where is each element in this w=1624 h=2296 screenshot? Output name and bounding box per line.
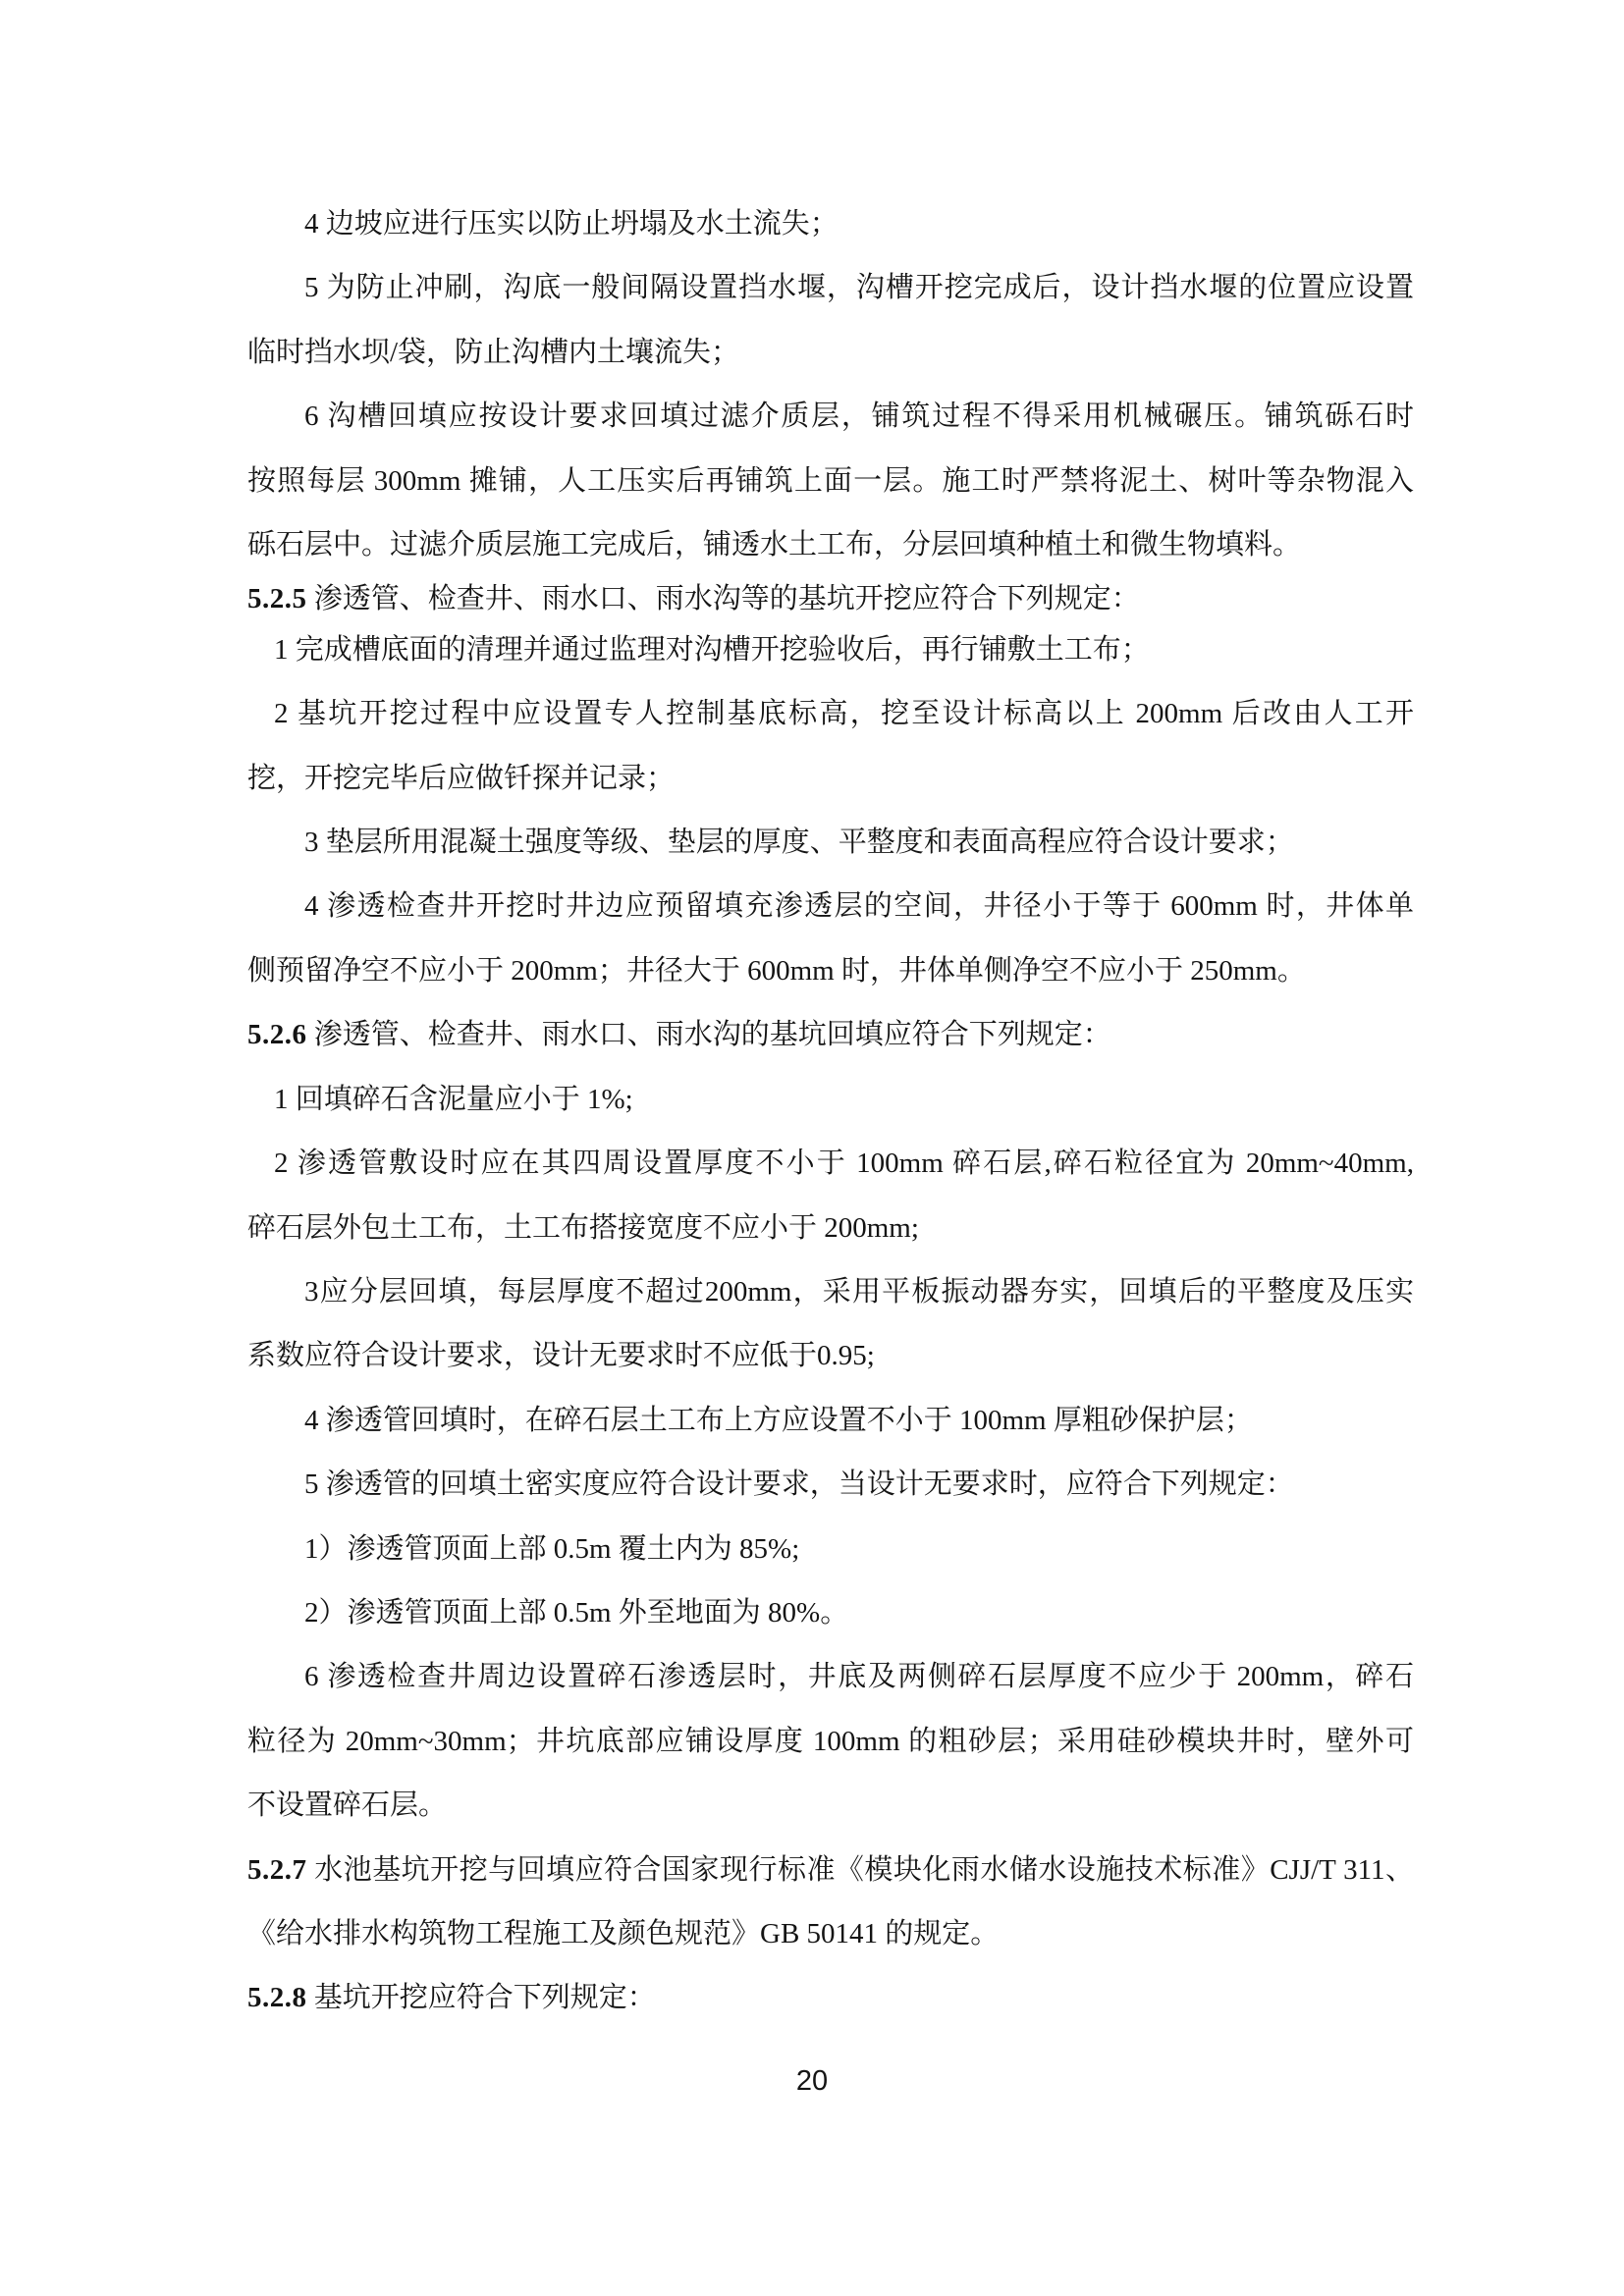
- section-number: 5.2.7: [247, 1853, 307, 1886]
- section-heading-text: 渗透管、检查井、雨水口、雨水沟等的基坑开挖应符合下列规定：: [306, 583, 1140, 615]
- body-text-line: 按照每层 300mm 摊铺，人工压实后再铺筑上面一层。施工时严禁将泥土、树叶等杂物混入: [247, 464, 1414, 497]
- body-text-line: 3应分层回填，每层厚度不超过200mm，采用平板振动器夯实，回填后的平整度及压实: [304, 1275, 1414, 1308]
- section-heading-text: 水池基坑开挖与回填应符合国家现行标准《模块化雨水储水设施技术标准》CJJ/T 311、: [306, 1853, 1414, 1886]
- body-text-line: 挖，开挖完毕后应做钎探并记录；: [247, 762, 676, 794]
- section-heading-line: [247, 1839, 1414, 1902]
- section-number: 5.2.5: [247, 583, 307, 615]
- body-text-line: 不设置碎石层。: [247, 1789, 448, 1822]
- body-text-line: 碎石层外包土工布，土工布搭接宽度不应小于 200mm;: [247, 1211, 919, 1244]
- body-text-line: 系数应符合设计要求，设计无要求时不应低于0.95;: [247, 1340, 875, 1372]
- body-text-line: 6 沟槽回填应按设计要求回填过滤介质层，铺筑过程不得采用机械碾压。铺筑砾石时: [304, 400, 1414, 433]
- section-number: 5.2.6: [247, 1019, 307, 1051]
- body-text-line: 3 垫层所用混凝土强度等级、垫层的厚度、平整度和表面高程应符合设计要求；: [304, 827, 1294, 859]
- section-heading-text: 基坑开挖应符合下列规定：: [306, 1982, 656, 2014]
- body-text-line: 2 基坑开挖过程中应设置专人控制基底标高，挖至设计标高以上 200mm 后改由人工开: [274, 698, 1414, 730]
- body-text-line: 1）渗透管顶面上部 0.5m 覆土内为 85%;: [304, 1532, 800, 1565]
- body-text-line: 4 渗透管回填时，在碎石层土工布上方应设置不小于 100mm 厚粗砂保护层；: [304, 1404, 1253, 1436]
- body-text-line: 1 回填碎石含泥量应小于 1%;: [274, 1083, 633, 1115]
- body-text-line: 4 边坡应进行压实以防止坍塌及水土流失；: [304, 208, 839, 240]
- body-text-line: 砾石层中。过滤介质层施工完成后，铺透水土工布，分层回填种植土和微生物填料。: [247, 529, 1302, 561]
- body-text-line: 2）渗透管顶面上部 0.5m 外至地面为 80%。: [304, 1596, 849, 1629]
- document-text-block: [247, 192, 1414, 2031]
- body-text-line: 2 渗透管敷设时应在其四周设置厚度不小于 100mm 碎石层,碎石粒径宜为 20mm~40mm,: [274, 1148, 1414, 1180]
- body-text-line: 《给水排水构筑物工程施工及颜色规范》GB 50141 的规定。: [247, 1917, 1000, 1949]
- body-text-line: 粒径为 20mm~30mm；井坑底部应铺设厚度 100mm 的粗砂层；采用硅砂模块井时，壁外可: [247, 1725, 1414, 1757]
- body-text-line: 6 渗透检查井周边设置碎石渗透层时，井底及两侧碎石层厚度不应少于 200mm，碎石: [304, 1661, 1414, 1693]
- page-number: 20: [795, 2065, 829, 2097]
- body-text-line: 临时挡水坝/袋，防止沟槽内土壤流失；: [247, 336, 740, 368]
- section-heading-text: 渗透管、检查井、雨水口、雨水沟的基坑回填应符合下列规定：: [306, 1019, 1111, 1051]
- body-text-line: 5 为防止冲刷，沟底一般间隔设置挡水堰，沟槽开挖完成后，设计挡水堰的位置应设置: [304, 272, 1414, 304]
- body-text-line: 侧预留净空不应小于 200mm；井径大于 600mm 时，井体单侧净空不应小于 250mm。: [247, 954, 1306, 987]
- body-text-line: 5 渗透管的回填土密实度应符合设计要求，当设计无要求时，应符合下列规定：: [304, 1468, 1294, 1501]
- body-text-line: 1 完成槽底面的清理并通过监理对沟槽开挖验收后，再行铺敷土工布；: [274, 633, 1150, 666]
- section-number: 5.2.8: [247, 1982, 307, 2014]
- body-text-line: 4 渗透检查井开挖时井边应预留填充渗透层的空间，井径小于等于 600mm 时，井体单: [304, 890, 1414, 923]
- section-heading-line: [247, 1966, 1414, 2030]
- section-heading-line: [247, 1003, 1414, 1067]
